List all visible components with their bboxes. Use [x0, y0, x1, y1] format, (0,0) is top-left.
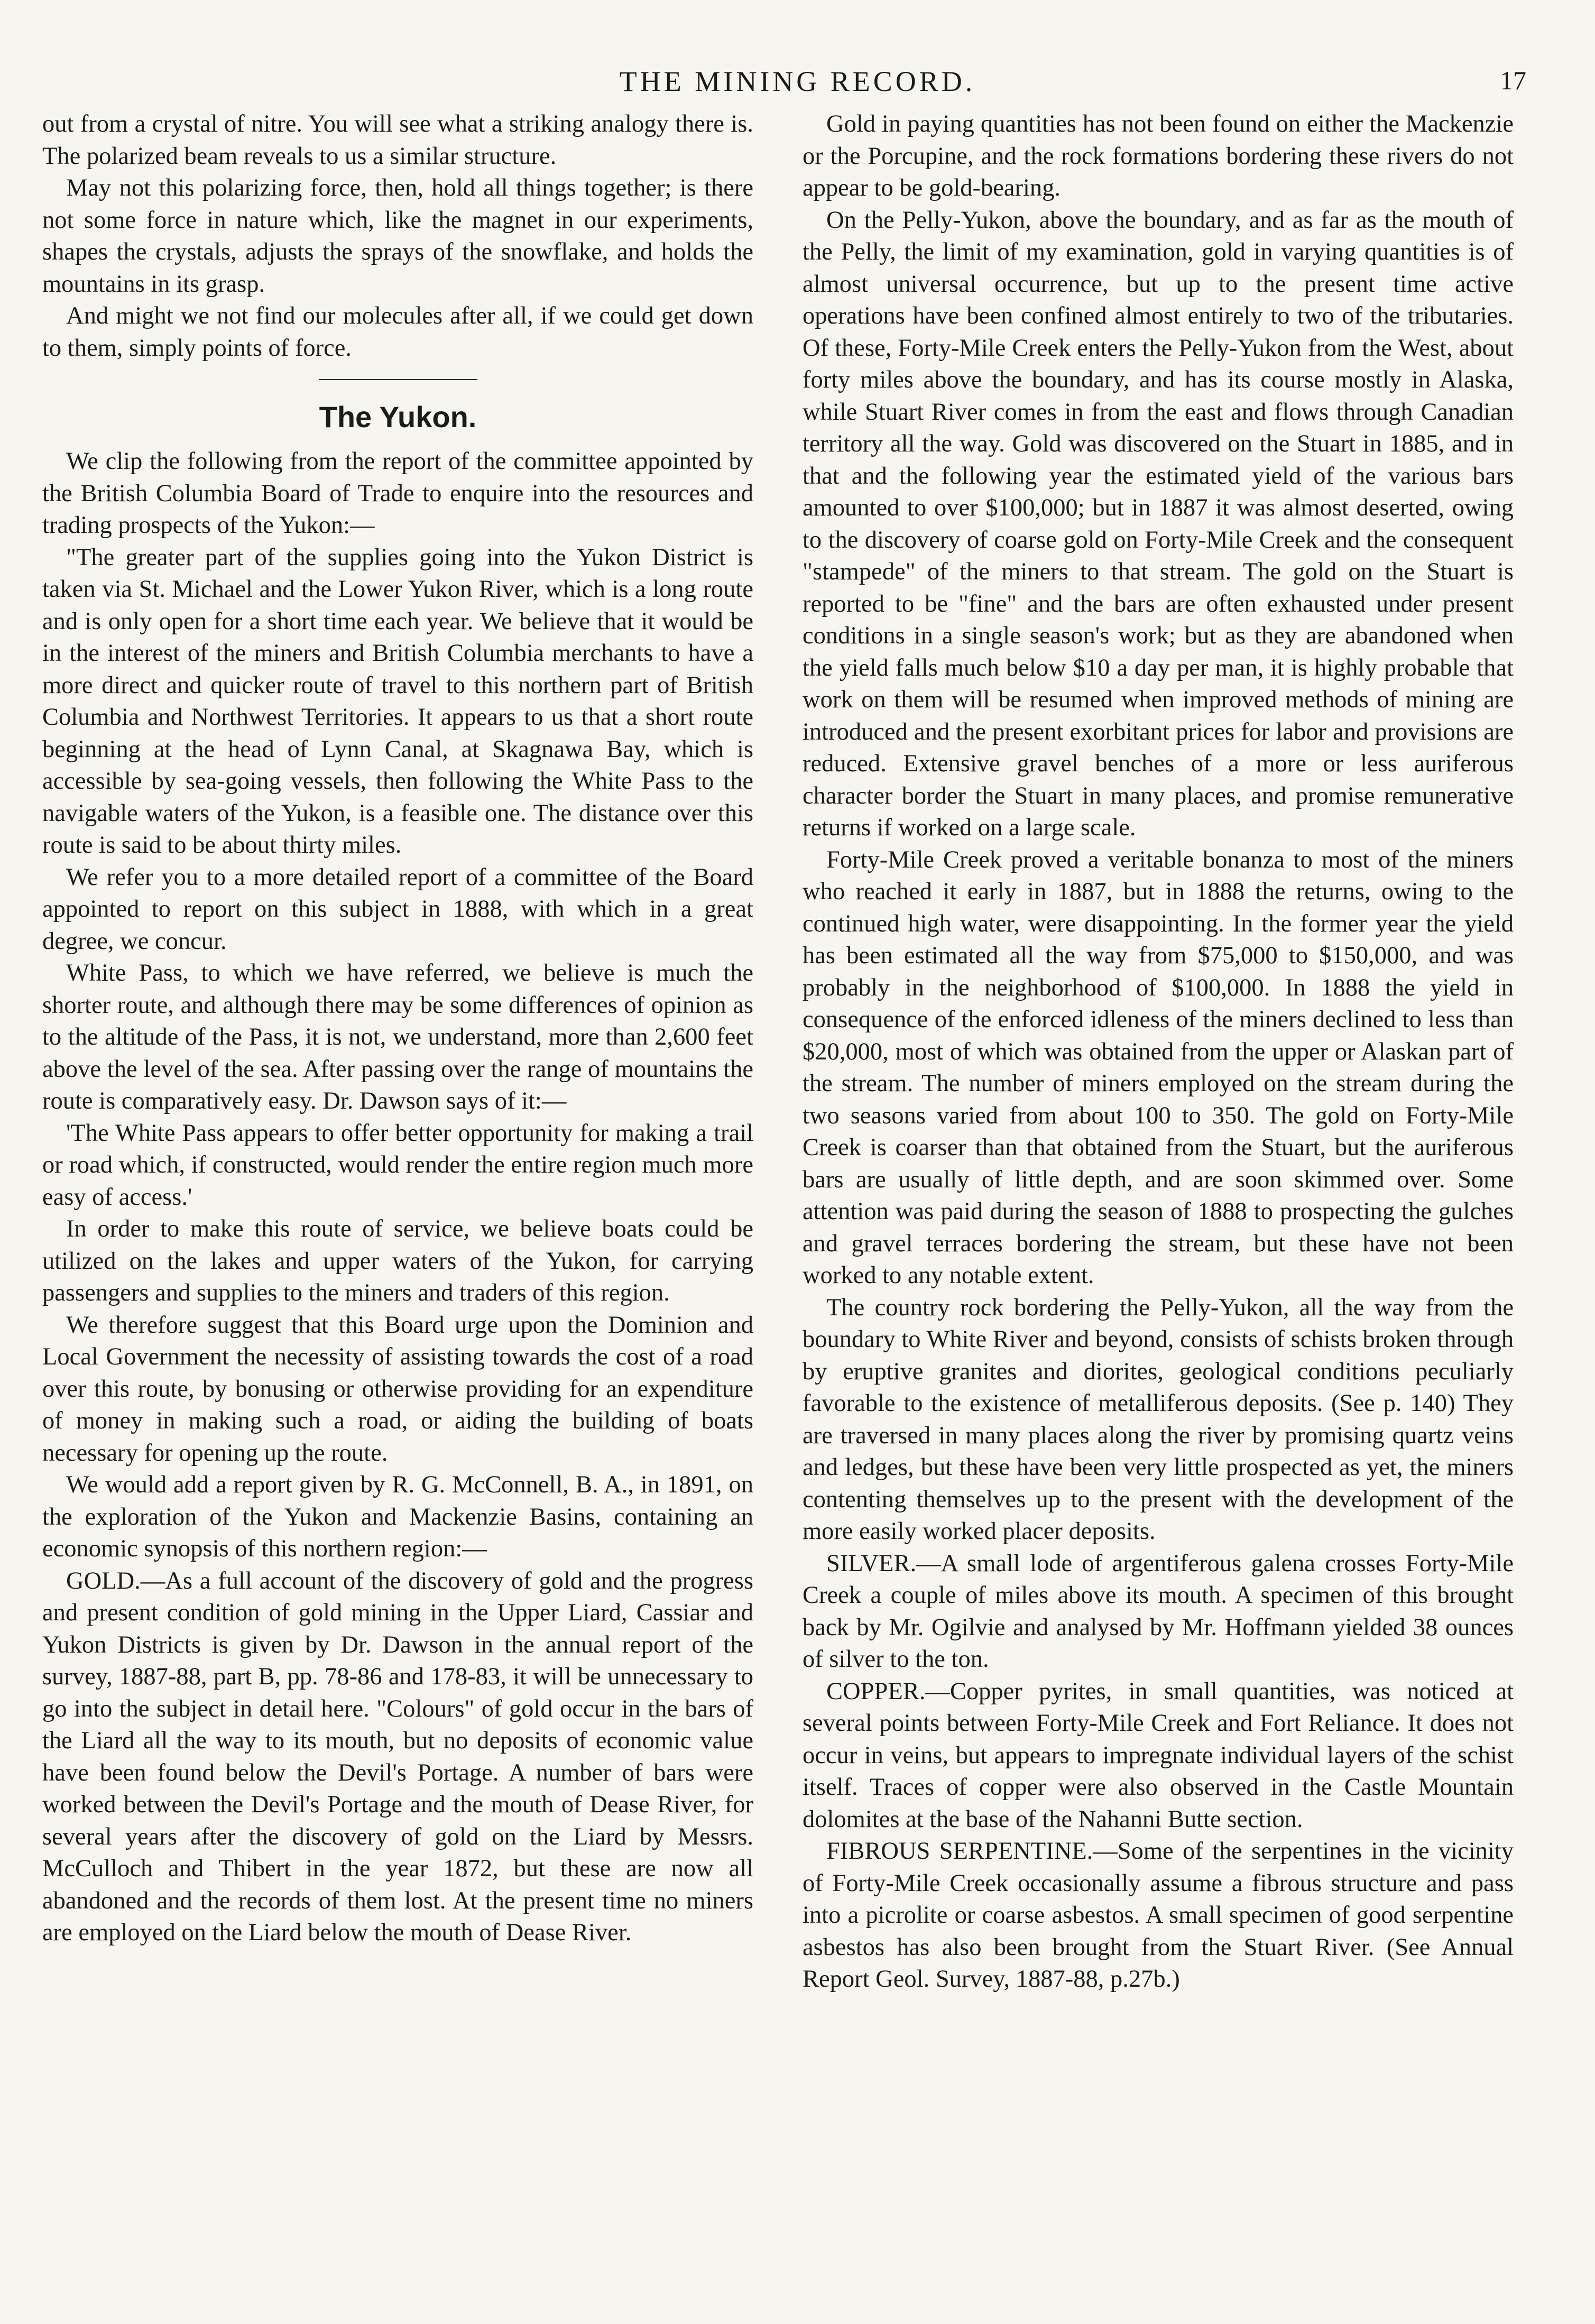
right-column: [803, 108, 1514, 1996]
paragraph: 'The White Pass appears to offer better opportunity for making a trail or road which, if constructed, would render the entire region much more easy of access.': [42, 1119, 753, 1211]
paragraph: SILVER.—A small lode of argentiferous galena crosses Forty-Mile Creek a couple of miles above its mouth. A specimen of this brought back by Mr. Ogilvie and analysed by Mr. Hoffmann yielded 38 ounces of silver to the ton.: [803, 1550, 1514, 1673]
paragraph: We refer you to a more detailed report of a committee of the Board appointed to report on this subject in 1888, with which in a great degree, we concur.: [42, 863, 753, 955]
paragraph: The country rock bordering the Pelly-Yukon, all the way from the boundary to White River and beyond, consists of schists broken through by eruptive granites and diorites, geological conditions peculiarly favorable to the existence of metalliferous deposits. (See p. 140) They are traversed in many places along the river by promising quartz veins and ledges, but these have been very little prospected as yet, the miners contenting themselves up to the present with the development of the more easily worked placer deposits.: [803, 1294, 1514, 1545]
paragraph: In order to make this route of service, we believe boats could be utilized on the lakes and upper waters of the Yukon, for carrying passengers and supplies to the miners and traders of this region.: [42, 1215, 753, 1306]
page-number: 17: [1500, 66, 1526, 95]
section-title: The Yukon.: [319, 400, 477, 434]
paragraph: May not this polarizing force, then, hold all things together; is there not some force in nature which, like the magnet in our experiments, shapes the crystals, adjusts the sprays of the snowflake, and holds the mountains in its grasp.: [42, 174, 753, 298]
paragraph: Forty-Mile Creek proved a veritable bonanza to most of the miners who reached it early in 1887, but in 1888 the returns, owing to the continued high water, were disappointing. In the former year the yield has been estimated all the way from $75,000 to $150,000, and was probably in the neighborhood of $100,000. In 1888 the yield in consequence of the enforced idleness of the miners declined to less than $20,000, most of which was obtained from the upper or Alaskan part of the stream. The number of miners employed on the stream during the two seasons varied from about 100 to 350. The gold on Forty-Mile Creek is coarser than that obtained from the Stuart, but the auriferous bars are usually of little depth, and are soon skimmed over. Some attention was paid during the season of 1888 to prospecting the gulches and gravel terraces bordering the stream, but these have not been worked to any notable extent.: [803, 846, 1514, 1289]
section-divider: [319, 379, 477, 380]
paragraph: White Pass, to which we have referred, we believe is much the shorter route, and although there may be some differences of opinion as to the altitude of the Pass, it is not, we understand, more than 2,600 feet above the level of the sea. After passing over the range of mountains the route is comparatively easy. Dr. Dawson says of it:—: [42, 960, 753, 1114]
page-header: [63, 61, 1532, 108]
paragraph: COPPER.—Copper pyrites, in small quantities, was noticed at several points between Forty-Mile Creek and Fort Reliance. It does not occur in veins, but appears to impregnate individual layers of the schist itself. Traces of copper were also observed in the Castle Mountain dolomites at the base of the Nahanni Butte section.: [803, 1677, 1514, 1833]
paragraph: out from a crystal of nitre. You will see what a striking analogy there is. The polarized beam reveals to us a similar structure.: [42, 110, 753, 170]
paragraph: We would add a report given by R. G. McConnell, B. A., in 1891, on the exploration of the Yukon and Mackenzie Basins, containing an economic synopsis of this northern region:—: [42, 1471, 753, 1562]
paragraph: GOLD.—As a full account of the discovery of gold and the progress and present condition of gold mining in the Upper Liard, Cassiar and Yukon Districts is given by Dr. Dawson in the annual report of the survey, 1887-88, part B, pp. 78-86 and 178-83, it will be unnecessary to go into the subject in detail here. "Colours" of gold occur in the bars of the Liard all the way to its mouth, but no deposits of economic value have been found below the Devil's Portage. A number of bars were worked between the Devil's Portage and the mouth of Dease River, for several years after the discovery of gold on the Liard by Messrs. McCulloch and Thibert in the year 1872, but these are now all abandoned and the records of them lost. At the present time no miners are employed on the Liard below the mouth of Dease River.: [42, 1567, 753, 1946]
journal-title: THE MINING RECORD.: [619, 66, 976, 97]
paragraph: "The greater part of the supplies going into the Yukon District is taken via St. Michael and the Lower Yukon River, which is a long route and is only open for a short time each year. We believe that it would be in the interest of the miners and British Columbia merchants to have a more direct and quicker route of travel to this northern part of British Columbia and Northwest Territories. It appears to us that a short route beginning at the head of Lynn Canal, at Skagnawa Bay, which is accessible by sea-going vessels, then following the White Pass to the navigable waters of the Yukon, is a feasible one. The distance over this route is said to be about thirty miles.: [42, 543, 753, 859]
paragraph: FIBROUS SERPENTINE.—Some of the serpentines in the vicinity of Forty-Mile Creek occasionally assume a fibrous structure and pass into a picrolite or coarse asbestos. A small specimen of good serpentine asbestos has also been brought from the Stuart River. (See Annual Report Geol. Survey, 1887-88, p.27b.): [803, 1838, 1514, 1993]
left-column: [42, 108, 753, 1949]
paragraph: On the Pelly-Yukon, above the boundary, and as far as the mouth of the Pelly, the limit of my examination, gold in varying quantities is of almost universal occurrence, but up to the present time active operations have been confined almost entirely to two of the tributaries. Of these, Forty-Mile Creek enters the Pelly-Yukon from the West, about forty miles above the boundary, and has its course mostly in Alaska, while Stuart River comes in from the east and flows through Canadian territory all the way. Gold was discovered on the Stuart in 1885, and in that and the following year the estimated yield of the various bars amounted to over $100,000; but in 1887 it was almost deserted, owing to the discovery of coarse gold on Forty-Mile Creek and the consequent "stampede" of the miners to that stream. The gold on the Stuart is reported to be "fine" and the bars are often exhausted under present conditions in a single season's work; but as they are abandoned when the yield falls much below $10 a day per man, it is highly probable that work on them will be resumed when improved methods of mining are introduced and the present exorbitant prices for labor and provisions are reduced. Extensive gravel benches of a more or less auriferous character border the Stuart in many places, and promise remunerative returns if worked on a large scale.: [803, 206, 1514, 841]
paragraph: Gold in paying quantities has not been found on either the Mackenzie or the Porcupine, and the rock formations bordering these rivers do not appear to be gold-bearing.: [803, 110, 1514, 201]
paragraph: And might we not find our molecules after all, if we could get down to them, simply points of force.: [42, 302, 753, 362]
paragraph: We clip the following from the report of the committee appointed by the British Columbia Board of Trade to enquire into the resources and trading prospects of the Yukon:—: [42, 448, 753, 539]
paragraph: We therefore suggest that this Board urge upon the Dominion and Local Government the necessity of assisting towards the cost of a road over this route, by bonusing or otherwise providing for an expenditure of money in making such a road, or aiding the building of boats necessary for opening up the route.: [42, 1311, 753, 1467]
